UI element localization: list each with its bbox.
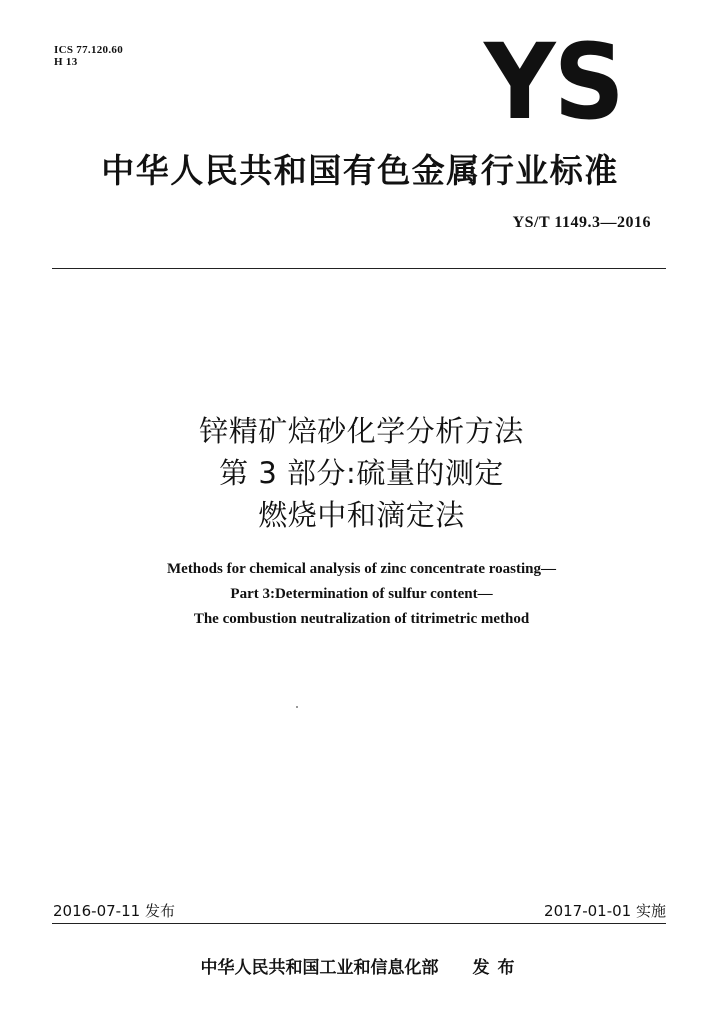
english-title-line-1: Methods for chemical analysis of zinc concentrate roasting— — [167, 561, 556, 577]
english-title-line-3: The combustion neutralization of titrimetric method — [193, 611, 530, 627]
issuer-action: 发布 — [472, 958, 523, 978]
english-title-line-2: Part 3:Determination of sulfur content— — [230, 586, 493, 602]
standard-number: YS/T 1149.3—2016 — [512, 214, 651, 231]
issue-date: 2016-07-11 发布 — [53, 902, 175, 920]
issuer-name: 中华人民共和国工业和信息化部 — [200, 958, 439, 978]
standard-category-title: 中华人民共和国有色金属行业标准 — [101, 151, 619, 190]
ics-code: ICS 77.120.60 — [54, 44, 123, 56]
effective-date: 2017-01-01 实施 — [544, 902, 666, 920]
chinese-title-line-3: 燃烧中和滴定法 — [258, 498, 465, 532]
chinese-title — [100, 410, 623, 536]
scan-speck — [296, 706, 298, 708]
english-title — [60, 557, 663, 632]
chinese-title-line-2: 第 3 部分:硫量的测定 — [219, 456, 504, 490]
footer-divider — [52, 923, 666, 924]
header-divider — [52, 268, 666, 269]
issuing-authority — [60, 956, 663, 980]
classification-codes — [54, 44, 123, 68]
ccs-code: H 13 — [54, 56, 78, 68]
chinese-title-line-1: 锌精矿焙砂化学分析方法 — [199, 414, 524, 448]
ys-logo: YS — [484, 21, 623, 143]
